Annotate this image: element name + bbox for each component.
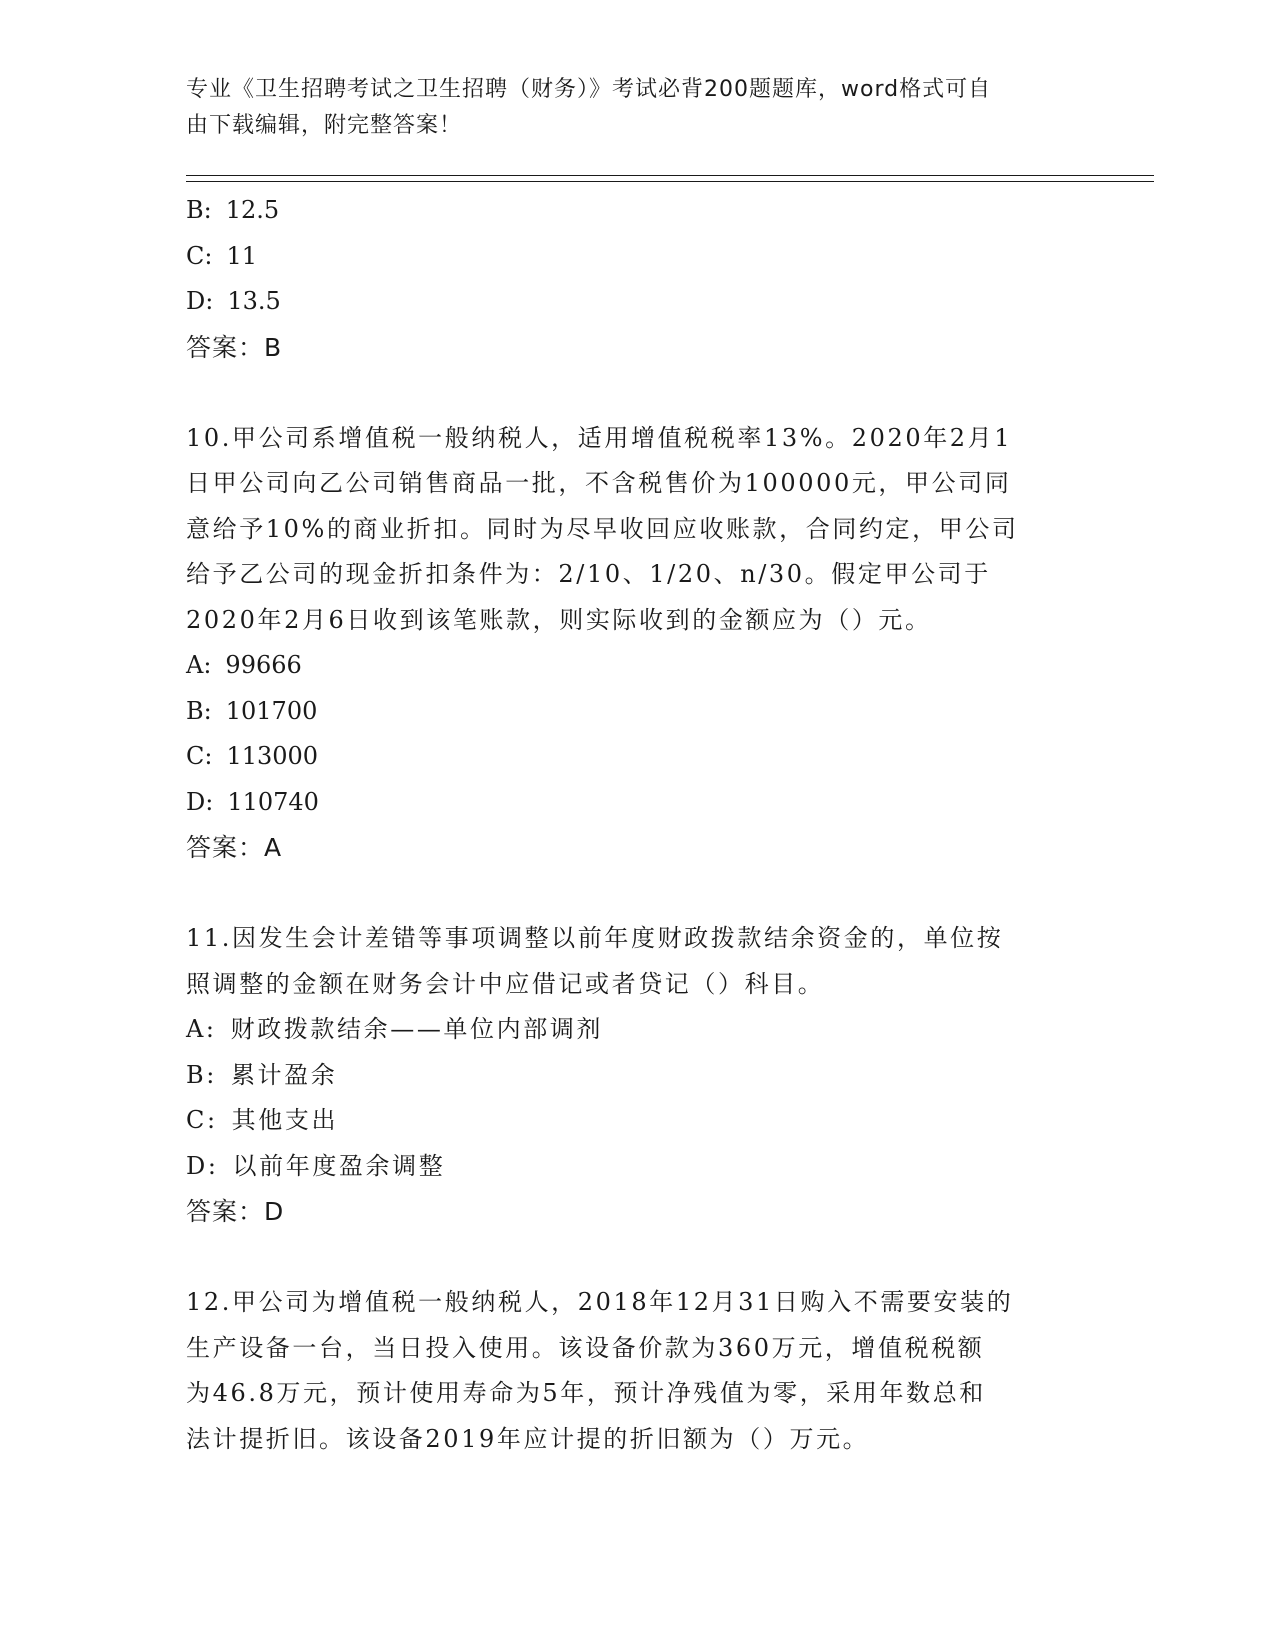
option-key: B: — [186, 196, 212, 224]
answer-line: 答案：D — [186, 1197, 285, 1226]
option-key: C: — [186, 1106, 218, 1134]
question-10 — [186, 416, 1086, 871]
option-text: 11 — [226, 241, 257, 270]
question-text-line: 为46.8万元，预计使用寿命为5年，预计净残值为零，采用年数总和 — [186, 1379, 986, 1407]
option-key: A: — [186, 651, 212, 679]
option-c — [186, 734, 1086, 780]
option-key: B: — [186, 1060, 217, 1089]
answer-line: 答案：B — [186, 332, 283, 362]
option-a — [186, 643, 1086, 689]
option-b — [186, 1053, 1086, 1099]
option-d — [186, 279, 1086, 325]
question-12 — [186, 1280, 1086, 1462]
answer-line: 答案：A — [186, 833, 283, 862]
question-text-line: 10.甲公司系增值税一般纳税人，适用增值税税率13%。2020年2月1 — [186, 423, 1013, 452]
option-text: 累计盈余 — [230, 1060, 338, 1089]
option-c — [186, 1098, 1086, 1144]
question-text-line: 意给予10%的商业折扣。同时为尽早收回应收账款，合同约定，甲公司 — [186, 514, 1019, 543]
option-text: 101700 — [225, 696, 318, 725]
option-key: A: — [186, 1015, 217, 1043]
option-d — [186, 1144, 1086, 1190]
prev-question-block — [186, 188, 1086, 370]
question-text-line: 给予乙公司的现金折扣条件为：2/10、1/20、n/30。假定甲公司于 — [186, 560, 991, 588]
question-11 — [186, 916, 1086, 1235]
option-b — [186, 188, 1086, 234]
option-text: 110740 — [227, 787, 319, 816]
option-text: 113000 — [226, 742, 319, 770]
option-text: 12.5 — [225, 196, 280, 224]
spacer — [186, 1235, 1086, 1281]
question-text-line: 2020年2月6日收到该笔账款，则实际收到的金额应为（）元。 — [186, 605, 932, 634]
header-rule-bottom — [186, 181, 1154, 182]
option-key: B: — [186, 696, 212, 725]
question-text-line: 12.甲公司为增值税一般纳税人，2018年12月31日购入不需要安装的 — [186, 1288, 1014, 1316]
option-key: C: — [186, 742, 213, 770]
option-a — [186, 1007, 1086, 1053]
option-key: D: — [186, 287, 214, 315]
option-text: 99666 — [225, 651, 302, 679]
spacer — [186, 871, 1086, 917]
option-text: 13.5 — [227, 287, 281, 315]
question-text-line: 11.因发生会计差错等事项调整以前年度财政拨款结余资金的，单位按 — [186, 924, 1004, 952]
question-text-line: 日甲公司向乙公司销售商品一批，不含税售价为100000元，甲公司同 — [186, 469, 1012, 497]
option-key: D: — [186, 787, 214, 816]
question-text-line: 生产设备一台，当日投入使用。该设备价款为360万元，增值税税额 — [186, 1333, 985, 1362]
question-text-line: 照调整的金额在财务会计中应借记或者贷记（）科目。 — [186, 969, 825, 998]
question-text-line: 法计提折旧。该设备2019年应计提的折旧额为（）万元。 — [186, 1424, 870, 1453]
option-key: C: — [186, 241, 213, 270]
option-key: D: — [186, 1151, 219, 1180]
header-line-1: 专业《卫生招聘考试之卫生招聘（财务）》考试必背200题题库，word格式可自 — [186, 77, 992, 102]
option-c — [186, 234, 1086, 280]
option-text: 其他支出 — [231, 1106, 339, 1134]
header-rule-top — [186, 175, 1154, 176]
option-text: 以前年度盈余调整 — [232, 1151, 446, 1180]
header-line-2: 由下载编辑，附完整答案！ — [186, 113, 463, 138]
spacer — [186, 370, 1086, 416]
option-d — [186, 780, 1086, 826]
option-b — [186, 689, 1086, 735]
document-body — [186, 188, 1086, 1462]
option-text: 财政拨款结余——单位内部调剂 — [230, 1015, 604, 1043]
document-header — [186, 72, 1086, 144]
